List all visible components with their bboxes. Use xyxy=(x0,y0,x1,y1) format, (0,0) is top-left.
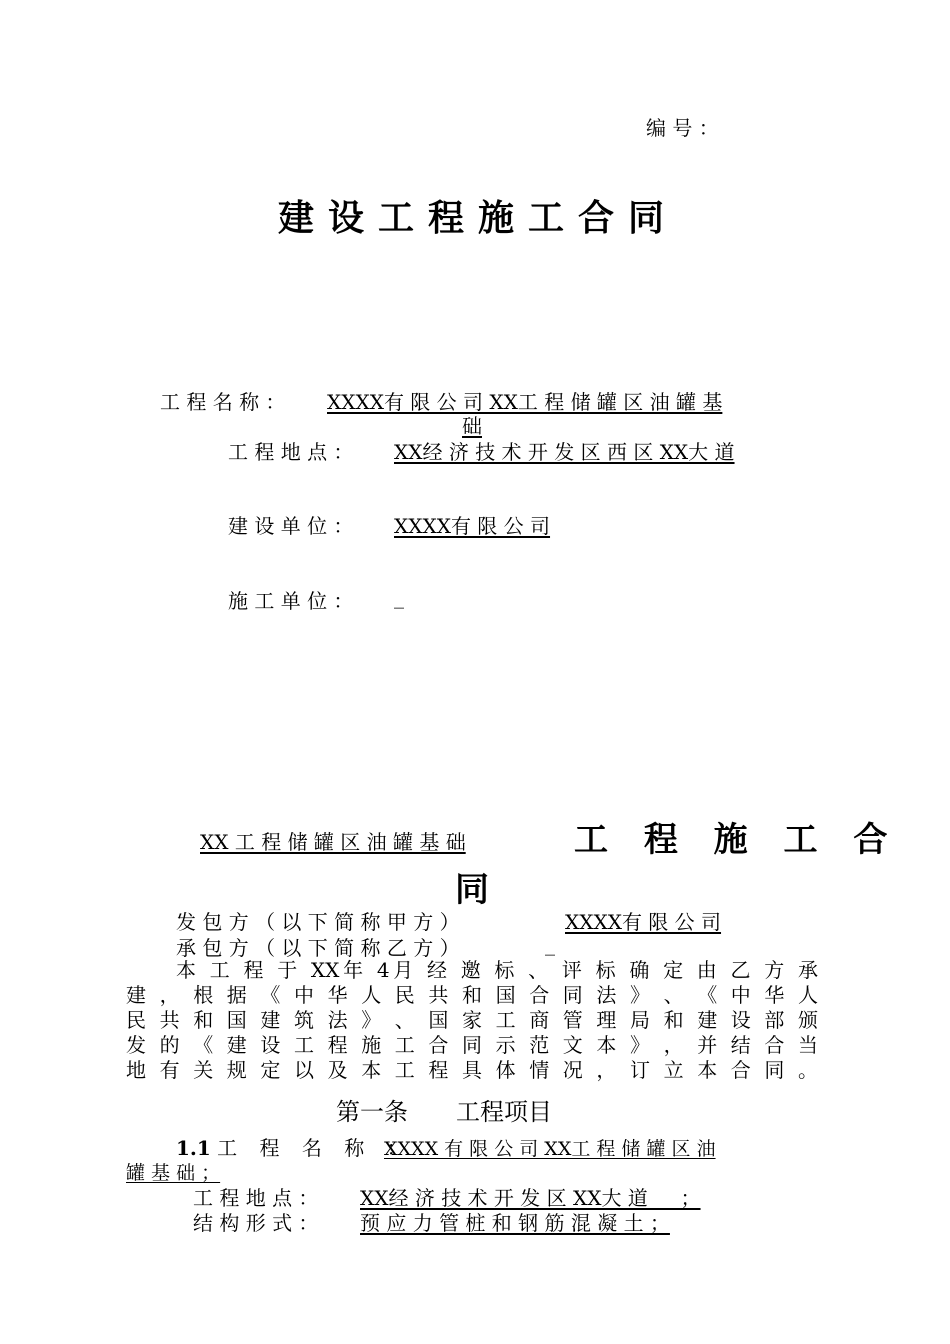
cover-title: 建设工程施工合同 xyxy=(278,198,679,239)
intro-line: 发 的 《 建 设 工 程 施 工 合 同 示 范 文 本 》 ， 并 结 合 当 xyxy=(126,1033,818,1057)
party-a-value: XXXX有 限 公 司 xyxy=(565,910,722,934)
structure-label: 结 构 形 式 ： xyxy=(193,1211,319,1235)
site-value: XX经 济 技 术 开 发 区 XX大 道 ； xyxy=(360,1186,701,1210)
structure-value: 预 应 力 管 桩 和 钢 筋 混 凝 土 ； xyxy=(360,1211,670,1235)
project-name-label: 工 程 名 称 ： xyxy=(160,390,286,414)
project-site-value: XX经 济 技 术 开 发 区 西 区 XX大 道 xyxy=(394,440,735,464)
contract-heading-title: 工 程 施 工 合 xyxy=(574,820,900,860)
item-number: 1.1 xyxy=(176,1136,211,1160)
item-1-1-label: 工 程 名 称 ： xyxy=(217,1136,415,1160)
item-1-1-value-cont: 罐 基 础 ； xyxy=(126,1162,221,1184)
article-1-title: 第一条 工程项目 xyxy=(336,1098,552,1126)
project-name-value: XXXX有 限 公 司 XX工 程 储 罐 区 油 罐 基 xyxy=(327,390,723,414)
item-1-1-value: XXXX 有 限 公 司 XX工 程 储 罐 区 油 xyxy=(384,1138,716,1160)
intro-line: 本 工 程 于 XX年 4月 经 邀 标 、 评 标 确 定 由 乙 方 承 xyxy=(176,958,818,982)
owner-label: 建 设 单 位 ： xyxy=(228,514,354,538)
project-site-label: 工 程 地 点 ： xyxy=(228,440,354,464)
intro-line: 建 ， 根 据 《 中 华 人 民 共 和 国 合 同 法 》 、 《 中 华 人 xyxy=(126,983,818,1007)
party-b-value: _ xyxy=(545,932,555,956)
item-1-1 xyxy=(176,1132,415,1161)
contract-heading-project: XX 工 程 储 罐 区 油 罐 基 础 xyxy=(200,830,466,854)
party-a-label: 发 包 方 （ 以 下 简 称 甲 方 ） xyxy=(176,910,460,934)
contract-heading-title-cont: 同 xyxy=(455,870,501,910)
owner-value: XXXX有 限 公 司 xyxy=(394,514,551,538)
contractor-value: _ xyxy=(394,585,404,609)
site-label: 工 程 地 点 ： xyxy=(193,1186,319,1210)
intro-line: 地 有 关 规 定 以 及 本 工 程 具 体 情 况 ， 订 立 本 合 同 。 xyxy=(126,1058,818,1082)
party-b-label: 承 包 方 （ 以 下 简 称 乙 方 ） xyxy=(176,936,460,960)
contract-number-label: 编 号 ： xyxy=(646,116,719,140)
project-name-value-cont: 础 xyxy=(462,414,482,438)
intro-line: 民 共 和 国 建 筑 法 》 、 国 家 工 商 管 理 局 和 建 设 部 颁 xyxy=(126,1008,818,1032)
contractor-label: 施 工 单 位 ： xyxy=(228,589,354,613)
